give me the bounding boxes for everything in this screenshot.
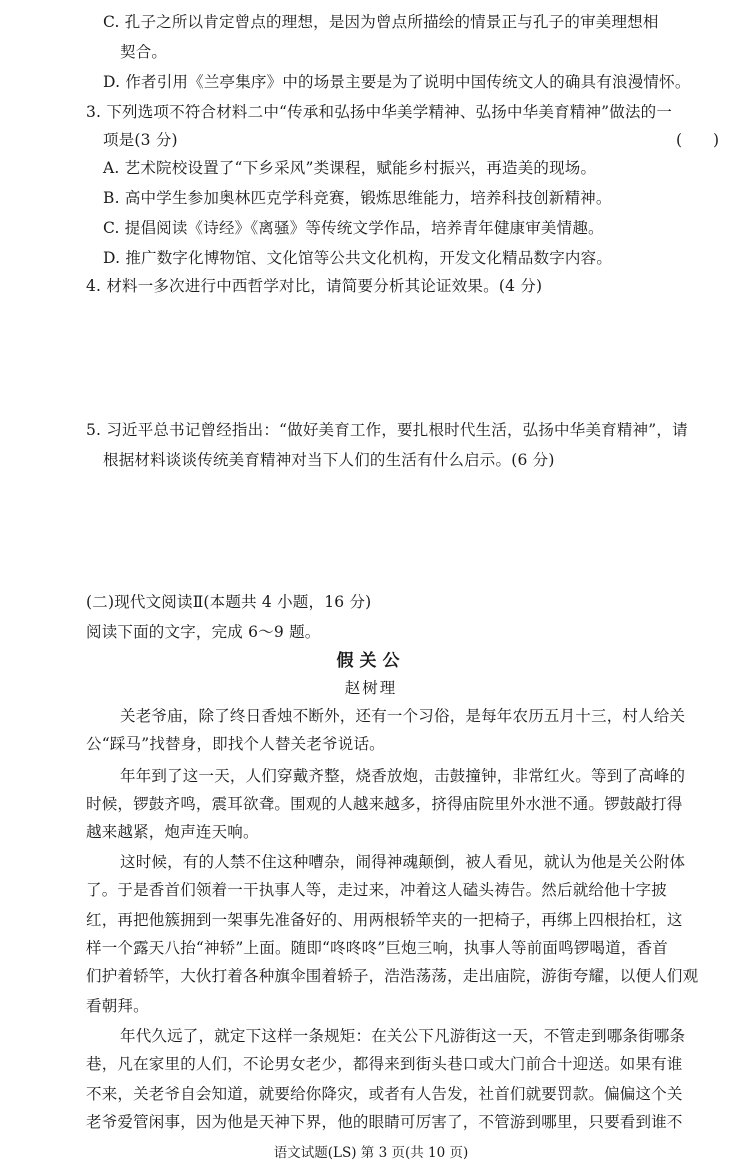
story-p4-line1: 年代久远了，就定下这样一条规矩：在关公下凡游街这一天，不管走到哪条街哪条 xyxy=(120,1027,686,1045)
q5-stem-line1: 5. 习近平总书记曾经指出：“做好美育工作，要扎根时代生活，弘扬中华美育精神”，请 xyxy=(86,421,688,439)
story-p2-line1: 年年到了这一天，人们穿戴齐整，烧香放炮，击鼓撞钟，非常红火。等到了高峰的 xyxy=(120,767,686,785)
story-p2-line3: 越来越紧，炮声连天响。 xyxy=(86,823,259,841)
q3-answer-paren: ( ) xyxy=(676,131,720,149)
q3-stem-line1: 3. 下列选项不符合材料二中“传承和弘扬中华美学精神、弘扬中华美育精神”做法的一 xyxy=(86,103,673,121)
story-p4-line4: 老爷爱管闲事，因为他是天神下界，他的眼睛可厉害了，不管游到哪里，只要看到谁不 xyxy=(86,1113,683,1131)
q3-option-a: A. 艺术院校设置了“下乡采风”类课程，赋能乡村振兴，再造美的现场。 xyxy=(103,159,597,177)
story-p2-line2: 时候，锣鼓齐鸣，震耳欲聋。围观的人越来越多，挤得庙院里外水泄不通。锣鼓敲打得 xyxy=(86,795,683,813)
q3-option-c: C. 提倡阅读《诗经》《离骚》等传统文学作品，培养青年健康审美情趣。 xyxy=(103,219,604,237)
q5-stem-line2: 根据材料谈谈传统美育精神对当下人们的生活有什么启示。(6 分) xyxy=(103,451,555,469)
q2-option-c-line2: 契合。 xyxy=(120,43,168,61)
story-p3-line2: 了。于是香首们领着一干执事人等，走过来，冲着这人磕头祷告。然后就给他十字披 xyxy=(86,881,667,899)
story-p3-line4: 样一个露天八抬“神轿”上面。随即“咚咚咚”巨炮三响，执事人等前面鸣锣喝道，香首 xyxy=(86,939,668,957)
story-author: 赵树理 xyxy=(344,679,398,697)
page-footer: 语文试题(LS) 第 3 页(共 10 页) xyxy=(273,1145,469,1161)
story-p3-line5: 们护着轿竿，大伙打着各种旗伞围着轿子，浩浩荡荡，走出庙院，游街夸耀，以便人们观 xyxy=(86,967,699,985)
section-instruction: 阅读下面的文字，完成 6～9 题。 xyxy=(86,623,321,641)
story-p4-line2: 巷，凡在家里的人们，不论男女老少，都得来到街头巷口或大门前合十迎送。如果有谁 xyxy=(86,1055,683,1073)
q3-option-d: D. 推广数字化博物馆、文化馆等公共文化机构，开发文化精品数字内容。 xyxy=(103,249,613,267)
story-p3-line3: 红，再把他簇拥到一架事先准备好的、用两根轿竿夹的一把椅子，再绑上四根抬杠，这 xyxy=(86,911,683,929)
q3-stem-line2: 项是(3 分) xyxy=(103,131,178,149)
q2-option-d: D. 作者引用《兰亭集序》中的场景主要是为了说明中国传统文人的确具有浪漫情怀。 xyxy=(103,73,691,91)
story-p3-line1: 这时候，有的人禁不住这种嘈杂，闹得神魂颠倒，被人看见，就认为他是关公附体 xyxy=(120,853,686,871)
story-p1-line1: 关老爷庙，除了终日香烛不断外，还有一个习俗，是每年农历五月十三，村人给关 xyxy=(120,707,686,725)
story-p4-line3: 不来，关老爷自会知道，就要给你降灾，或者有人告发，社首们就要罚款。偏偏这个关 xyxy=(86,1085,683,1103)
story-p3-line6: 看朝拜。 xyxy=(86,997,149,1015)
section-heading: (二)现代文阅读Ⅱ(本题共 4 小题，16 分) xyxy=(86,593,372,611)
q4-stem: 4. 材料一多次进行中西哲学对比，请简要分析其论证效果。(4 分) xyxy=(86,277,543,295)
story-title: 假关公 xyxy=(336,651,406,671)
story-p1-line2: 公“踩马”找替身，即找个人替关老爷说话。 xyxy=(86,735,385,753)
q2-option-c-line1: C. 孔子之所以肯定曾点的理想，是因为曾点所描绘的情景正与孔子的审美理想相 xyxy=(103,13,659,31)
q3-option-b: B. 高中学生参加奥林匹克学科竞赛，锻炼思维能力，培养科技创新精神。 xyxy=(103,189,612,207)
